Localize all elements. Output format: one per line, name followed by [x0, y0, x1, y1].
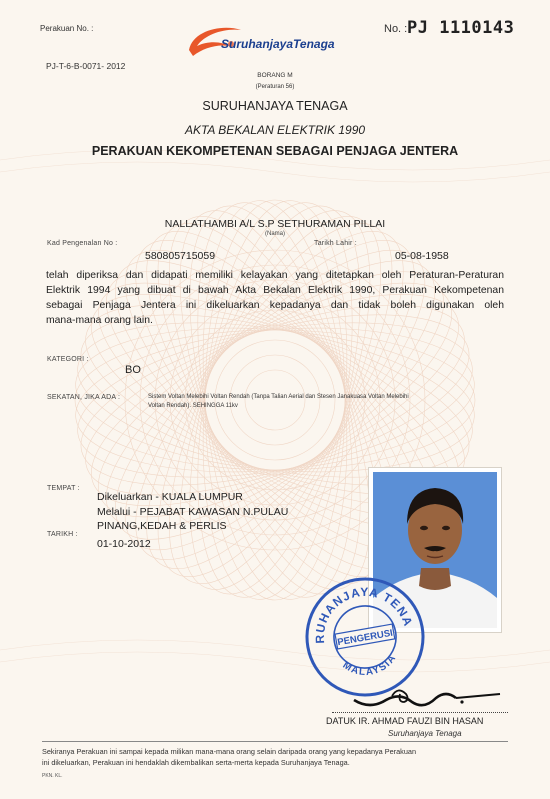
date-label: TARIKH : [47, 531, 78, 538]
signature-line [332, 712, 508, 713]
reference-number: PJ-T-6-B-0071- 2012 [46, 61, 126, 71]
restriction-text [148, 393, 508, 411]
signature [352, 680, 502, 716]
ic-number: 580805715059 [145, 250, 216, 262]
restriction-line: Sistem Voltan Melebihi Voltan Rendah (Tanpa Talian Aerial dan Stesen Janakuasa Voltan Melebihi [148, 394, 409, 400]
place-line: Melalui - PEJABAT KAWASAN N.PULAU [97, 505, 289, 518]
act-title: AKTA BEKALAN ELEKTRIK 1990 [184, 123, 366, 137]
certificate-label: Perakuan No. : [40, 24, 94, 33]
place-line: PINANG,KEDAH & PERLIS [97, 520, 227, 532]
statement-paragraph [46, 268, 504, 328]
serial-number: PJ 1110143 [407, 18, 515, 38]
printer-mark: PKN. KL. [42, 773, 63, 779]
statement-line: sebagai Penjaga Jentera ini dikeluarkan kepadanya dan tidak boleh digunakan oleh [46, 300, 504, 311]
footer-note [42, 746, 512, 768]
category-label: KATEGORI : [47, 356, 89, 363]
logo-text: SuruhanjayaTenaga [221, 37, 335, 51]
stamp-bottom-text: MALAYSIA [340, 652, 399, 679]
restriction-label: SEKATAN, JIKA ADA : [47, 394, 121, 401]
statement-line: mana-mana orang lain. [46, 315, 153, 326]
signatory-title: Suruhanjaya Tenaga [388, 729, 462, 738]
place-label: TEMPAT : [47, 485, 80, 492]
signatory-name: DATUK IR. AHMAD FAUZI BIN HASAN [326, 716, 484, 726]
certificate-title: PERAKUAN KEKOMPETENAN SEBAGAI PENJAGA JENTERA [91, 144, 459, 158]
dob-value: 05-08-1958 [395, 250, 449, 262]
stamp-center-text: PENGERUSI [336, 627, 394, 649]
stamp-top-text: SURUHANJAYA TENAGA [312, 584, 416, 644]
agency-title: SURUHANJAYA TENAGA [202, 99, 348, 113]
footer-divider [42, 741, 508, 742]
footer-line: Sekiranya Perakuan ini sampai kepada milikan mana-mana orang selain daripada orang yang kepadanya Perakuan [42, 747, 416, 756]
category-value: BO [125, 364, 141, 376]
issue-date: 01-10-2012 [97, 538, 151, 550]
restriction-line: Voltan Rendah). SEHINGGA 11kv [148, 403, 238, 409]
dob-label: Tarikh Lahir : [314, 240, 357, 247]
holder-name: NALLATHAMBI A/L S.P SETHURAMAN PILLAI [164, 218, 386, 230]
statement-line: telah diperiksa dan didapati memiliki kelayakan yang ditetapkan oleh Peraturan-Peraturan [46, 270, 504, 281]
name-caption: (Nama) [264, 231, 285, 237]
serial-label: No. : [384, 23, 408, 35]
footer-line: ini dikeluarkan, Perakuan ini hendaklah dikembalikan serta-merta kepada Suruhanjaya Tenaga. [42, 758, 350, 767]
place-line: Dikeluarkan - KUALA LUMPUR [97, 491, 243, 503]
ic-label: Kad Pengenalan No : [47, 240, 118, 247]
place-value [97, 490, 288, 534]
form-name: BORANG M [257, 72, 293, 79]
svg-text:MALAYSIA [339, 651, 401, 683]
statement-line: Elektrik 1994 yang dibuat di bawah Akta Bekalan Elektrik 1990, Perakuan Kekompetenan [46, 285, 504, 296]
regulation-reference: (Peraturan 56) [255, 84, 295, 90]
